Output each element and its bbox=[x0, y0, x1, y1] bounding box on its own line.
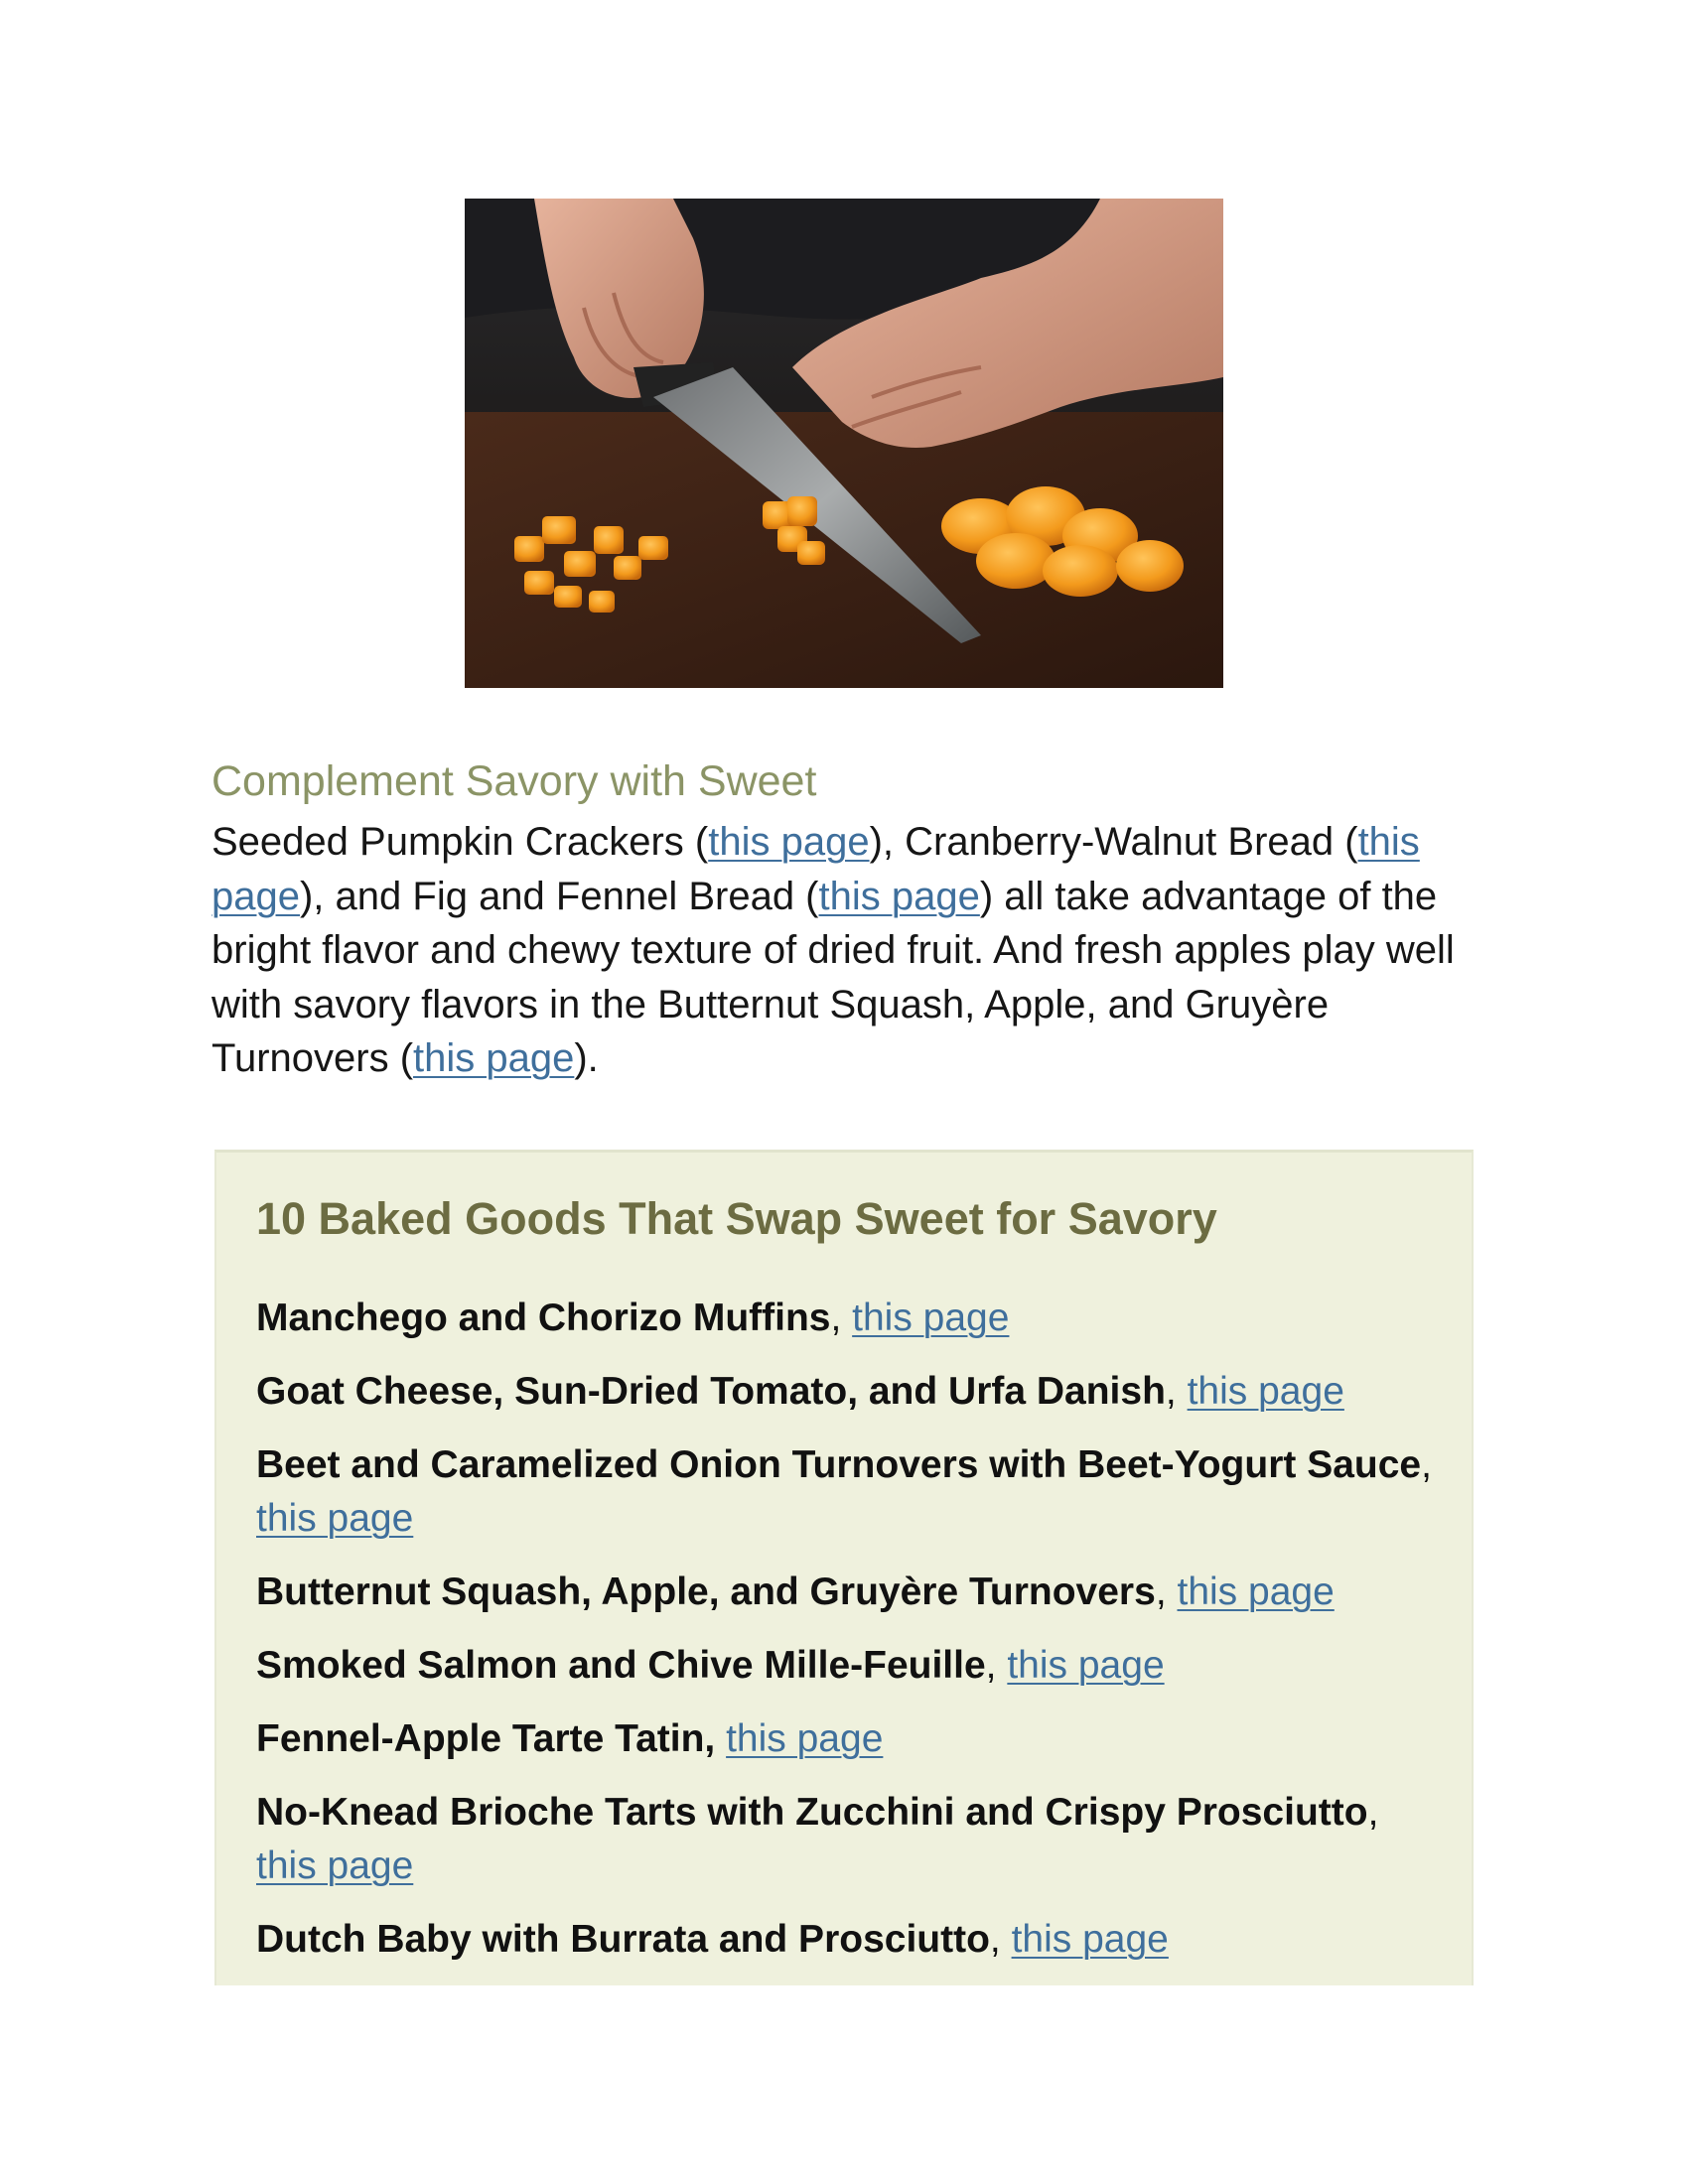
photo-hands-chopping-dried-apricots-icon bbox=[465, 199, 1223, 688]
list-item bbox=[256, 1365, 1438, 1419]
intro-text: ), Cranberry-Walnut Bread ( bbox=[869, 820, 1358, 864]
recipe-name: Dutch Baby with Burrata and Prosciutto bbox=[256, 1918, 990, 1961]
recipe-sidebar bbox=[214, 1150, 1474, 1985]
separator: , bbox=[1367, 1791, 1379, 1834]
recipe-page-link[interactable]: this page bbox=[1007, 1644, 1165, 1687]
recipe-name: No-Knead Brioche Tarts with Zucchini and Crispy Prosciutto bbox=[256, 1791, 1368, 1834]
intro-page-link[interactable]: this page bbox=[211, 820, 1420, 918]
recipe-page-link[interactable]: this page bbox=[1177, 1570, 1335, 1613]
list-item bbox=[256, 1639, 1438, 1693]
sidebar-title: 10 Baked Goods That Swap Sweet for Savory bbox=[256, 1193, 1217, 1244]
recipe-page-link[interactable]: this page bbox=[256, 1497, 414, 1540]
intro-text: ), and Fig and Fennel Bread ( bbox=[299, 874, 819, 918]
section-heading: Complement Savory with Sweet bbox=[211, 757, 817, 805]
separator: , bbox=[1165, 1370, 1188, 1413]
separator: , bbox=[985, 1644, 1008, 1687]
list-item bbox=[256, 1438, 1438, 1546]
list-item bbox=[256, 1292, 1438, 1345]
separator: , bbox=[1421, 1443, 1432, 1486]
recipe-name: Fennel-Apple Tarte Tatin, bbox=[256, 1717, 716, 1760]
recipe-page-link[interactable]: this page bbox=[1187, 1370, 1344, 1413]
separator: , bbox=[830, 1297, 853, 1339]
separator: , bbox=[989, 1918, 1012, 1961]
intro-page-link[interactable]: this page bbox=[708, 820, 870, 864]
intro-text: Seeded Pumpkin Crackers ( bbox=[211, 820, 709, 864]
separator bbox=[715, 1717, 726, 1760]
intro-text: ). bbox=[574, 1036, 599, 1080]
recipe-page-link[interactable]: this page bbox=[726, 1717, 884, 1760]
list-item bbox=[256, 1786, 1438, 1893]
recipe-page-link[interactable]: this page bbox=[1011, 1918, 1169, 1961]
recipe-name: Beet and Caramelized Onion Turnovers with Beet-Yogurt Sauce bbox=[256, 1443, 1422, 1486]
recipe-page-link[interactable]: this page bbox=[256, 1844, 414, 1887]
separator: , bbox=[1155, 1570, 1178, 1613]
intro-text: ) all take advantage of the bright flavor and chewy texture of dried fruit. And fresh apples play well with savory flavors in the Butternut Squash, Apple, and Gruyère Turnovers ( bbox=[211, 874, 1455, 1080]
recipe-page-link[interactable]: this page bbox=[852, 1297, 1010, 1339]
list-item bbox=[256, 1913, 1438, 1967]
list-item bbox=[256, 1712, 1438, 1766]
recipe-list bbox=[256, 1292, 1438, 1986]
recipe-name: Manchego and Chorizo Muffins bbox=[256, 1297, 831, 1339]
recipe-name: Goat Cheese, Sun-Dried Tomato, and Urfa Danish bbox=[256, 1370, 1166, 1413]
intro-page-link[interactable]: this page bbox=[413, 1036, 575, 1080]
recipe-name: Smoked Salmon and Chive Mille-Feuille bbox=[256, 1644, 986, 1687]
intro-page-link[interactable]: this page bbox=[818, 874, 980, 918]
list-item bbox=[256, 1566, 1438, 1619]
intro-paragraph bbox=[211, 815, 1482, 1086]
recipe-photo bbox=[465, 199, 1223, 688]
recipe-name: Butternut Squash, Apple, and Gruyère Turnovers bbox=[256, 1570, 1156, 1613]
